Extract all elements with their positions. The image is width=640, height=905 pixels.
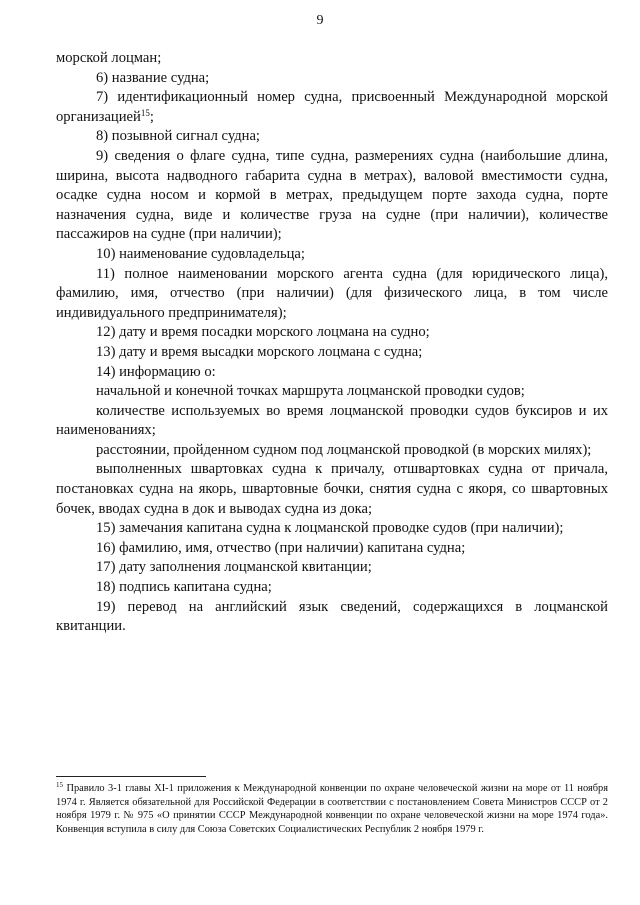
- document-body: [56, 49, 608, 637]
- list-item-7: 7) идентификационный номер судна, присвоенный Международной морской: [96, 89, 608, 106]
- list-item-15: 15) замечания капитана судна к лоцманской проводке судов (при наличии);: [96, 520, 564, 537]
- list-item-7-text: организацией: [56, 108, 141, 125]
- list-item-16: 16) фамилию, имя, отчество (при наличии) капитана судна;: [96, 539, 466, 556]
- list-item-8: 8) позывной сигнал судна;: [96, 128, 260, 145]
- footnote-text: Правило 3-1 главы XI-1 приложения к Международной конвенции по охране человеческой жизни на море от 11 ноября 1974 г. Является обязательной для Российской Федерации в соответствии с постановлением Совета Министров СССР от 2 ноября 1979 г. № 975 «О принятии СССР Международной конвенции по охране человеческой жизни на море 1974 года». Конвенция вступила в силу для Союза Советских Социалистических Республик 2 ноября 1979 г.: [56, 783, 608, 835]
- list-item-13: 13) дату и время высадки морского лоцмана с судна;: [96, 343, 423, 360]
- footnote-reference: 15: [140, 107, 150, 118]
- list-item-11: 11) полное наименовании морского агента судна (для юридического лица), фамилию, имя, отчество (при наличии) (для физического лица, в том числе индивидуального предпринимателя);: [56, 265, 608, 321]
- list-item-17: 17) дату заполнения лоцманской квитанции;: [96, 559, 372, 576]
- list-item-7-end: ;: [149, 108, 154, 125]
- list-item-10: 10) наименование судовладельца;: [96, 245, 305, 262]
- list-item-6: 6) название судна;: [96, 69, 210, 86]
- footnote: [56, 782, 608, 836]
- paragraph-continuation: морской лоцман;: [56, 50, 162, 66]
- list-item-12: 12) дату и время посадки морского лоцмана на судно;: [96, 324, 430, 341]
- sub-item-distance: расстоянии, пройденном судном под лоцманской проводкой (в морских милях);: [96, 441, 592, 458]
- footnote-separator: [56, 776, 206, 777]
- list-item-19: 19) перевод на английский язык сведений, содержащихся в лоцманской квитанции.: [56, 598, 608, 635]
- page-number: 9: [316, 13, 324, 28]
- sub-item-mooring: выполненных швартовках судна к причалу, отшвартовках судна от причала, постановках судна на якорь, швартовные бочки, снятия судна с якоря, со швартовных бочек, вводах судна в док и выводах судна из дока;: [56, 461, 608, 517]
- list-item-9: 9) сведения о флаге судна, типе судна, размерениях судна (наибольшие длина, ширина, высота надводного габарита судна в метрах), валовой вместимости судна, осадке судна носом и кормой в метрах, предыдущем порте захода судна, порте назначения судна, виде и количестве груза на судне (при наличии), количестве пассажиров на судне (при наличии);: [56, 147, 608, 243]
- sub-item-route: начальной и конечной точках маршрута лоцманской проводки судов;: [96, 383, 525, 400]
- list-item-7-continuation: [56, 108, 608, 128]
- list-item-18: 18) подпись капитана судна;: [96, 579, 272, 596]
- footnote-marker: 15: [56, 781, 63, 789]
- sub-item-tugs: количестве используемых во время лоцманской проводки судов буксиров и их наименованиях;: [56, 402, 608, 439]
- list-item-14: 14) информацию о:: [96, 363, 216, 380]
